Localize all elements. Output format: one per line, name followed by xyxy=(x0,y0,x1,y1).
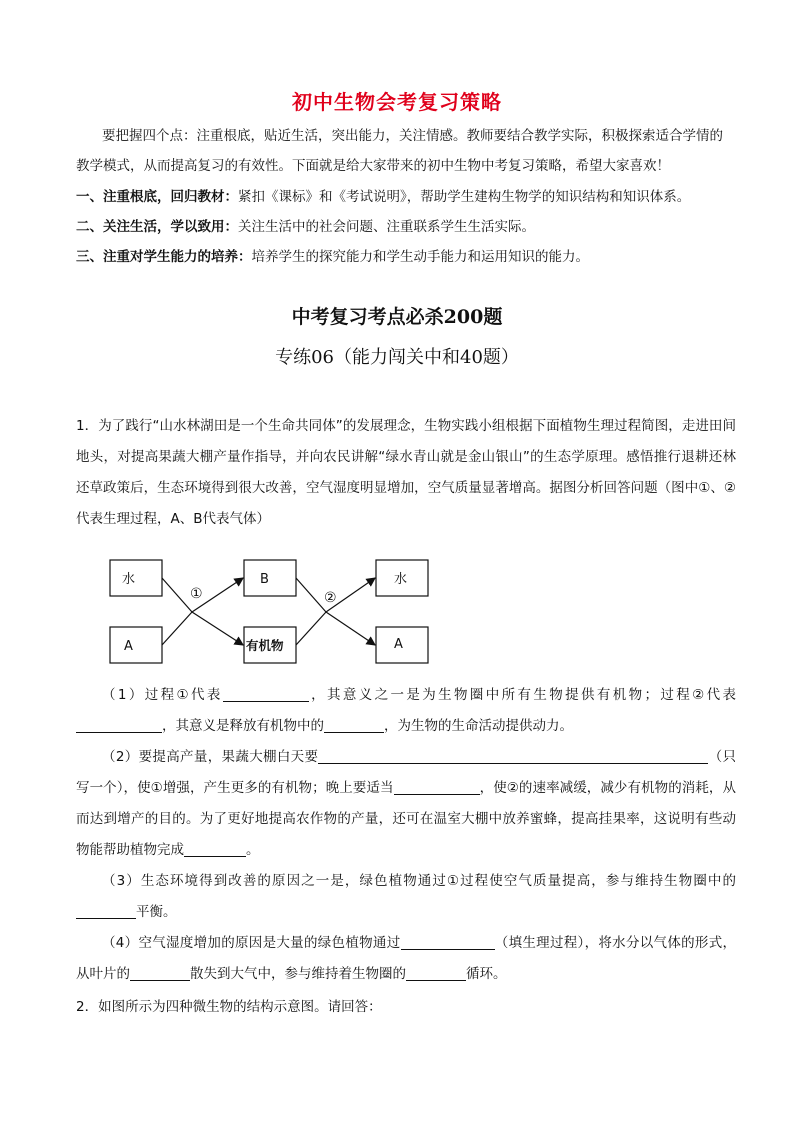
point-1-text: 紧扣《课标》和《考试说明》，帮助学生建构生物学的知识结构和知识体系。 xyxy=(238,189,691,205)
step-1-label: ① xyxy=(190,586,203,602)
box-gas-b xyxy=(244,560,296,596)
label-a-right: A xyxy=(394,637,403,652)
sub4-text-d: 循环。 xyxy=(466,966,507,982)
answer-blank[interactable] xyxy=(324,716,384,733)
answer-blank[interactable] xyxy=(76,716,162,733)
arrow-line xyxy=(162,612,192,645)
point-2 xyxy=(76,212,736,242)
sub1-text-b: ，其意义之一是为生物圈中所有生物提供有机物；过程②代表 xyxy=(308,687,736,703)
arrow-line xyxy=(296,612,326,645)
label-organic: 有机物 xyxy=(246,638,284,653)
section-subtitle: 专练06（能力闯关中和40题） xyxy=(275,347,519,368)
answer-blank[interactable] xyxy=(184,840,246,857)
question-1-sub-4 xyxy=(76,928,736,990)
sub2-text-c: ，使②的速率减缓，减少有机物的消耗，从而达到增产的目的。为了更好地提高农作物的产量，还可在温室大棚中放养蜜蜂，提高挂果率，这说明有些动物能帮助植物完成 xyxy=(76,780,736,858)
intro-paragraph: 要把握四个点：注重根底，贴近生活，突出能力，关注情感。教师要结合教学实际，积极探索适合学情的教学模式，从而提高复习的有效性。下面就是给大家带来的初中生物中考复习策略，希望大家喜欢！ xyxy=(76,128,723,174)
point-2-text: 关注生活中的社会问题、注重联系学生生活实际。 xyxy=(238,219,535,235)
point-1-label: 一、注重根底，回归教材： xyxy=(76,189,238,205)
point-3 xyxy=(76,242,736,272)
sub3-text-a: （3）生态环境得到改善的原因之一是，绿色植物通过①过程使空气质量提高，参与维持生物圈中的 xyxy=(102,873,736,889)
question-2-stem: 2．如图所示为四种微生物的结构示意图。请回答： xyxy=(76,999,382,1015)
question-1-sub-2 xyxy=(76,742,736,866)
arrow-line xyxy=(296,578,326,612)
label-a-left: A xyxy=(124,639,133,654)
sub1-text-c: ，其意义是释放有机物中的 xyxy=(162,718,324,734)
photosynthesis-respiration-diagram xyxy=(100,552,440,670)
answer-blank[interactable] xyxy=(130,964,190,981)
point-1 xyxy=(76,182,736,212)
sub1-text-a: （1）过程①代表 xyxy=(102,687,223,703)
sub4-text-c: 散失到大气中，参与维持着生物圈的 xyxy=(190,966,406,982)
answer-blank[interactable] xyxy=(318,747,708,764)
arrow-to-organic xyxy=(192,612,243,645)
answer-blank[interactable] xyxy=(401,933,495,950)
page-title: 初中生物会考复习策略 xyxy=(292,90,502,114)
step-2-label: ② xyxy=(324,590,337,606)
sub2-text-a: （2）要提高产量，果蔬大棚白天要 xyxy=(102,749,319,765)
question-1-stem: 1．为了践行“山水林湖田是一个生命共同体”的发展理念，生物实践小组根据下面植物生理过程简图，走进田间地头，对提高果蔬大棚产量作指导，并向农民讲解“绿水青山就是金山银山”的生态学原理。感悟推行退耕还林还草政策后，生态环境得到很大改善，空气湿度明显增加，空气质量显著增高。据图分析回答问题（图中①、②代表生理过程，A、B代表气体） xyxy=(76,418,736,527)
question-1-sub-1 xyxy=(76,680,736,742)
label-water-right: 水 xyxy=(394,572,408,587)
sub2-text-d: 。 xyxy=(246,842,260,858)
box-water-left xyxy=(110,560,162,596)
sub3-text-b: 平衡。 xyxy=(136,904,177,920)
point-3-text: 培养学生的探究能力和学生动手能力和运用知识的能力。 xyxy=(251,249,589,265)
answer-blank[interactable] xyxy=(76,902,136,919)
arrow-to-a xyxy=(326,612,375,645)
sub2-text-b: （只写一个），使①增强，产生更多的有机物；晚上要适当 xyxy=(76,749,736,796)
sub4-text-b: （填生理过程），将水分以气体的形式，从叶片的 xyxy=(76,935,736,982)
arrow-line xyxy=(162,578,192,612)
point-2-label: 二、关注生活，学以致用： xyxy=(76,219,238,235)
section-title: 中考复习考点必杀200题 xyxy=(291,306,503,328)
box-gas-a-left xyxy=(110,627,162,663)
answer-blank[interactable] xyxy=(406,964,466,981)
label-b: B xyxy=(260,572,269,587)
sub1-text-d: ，为生物的生命活动提供动力。 xyxy=(384,718,573,734)
label-water-left: 水 xyxy=(122,572,136,587)
point-3-label: 三、注重对学生能力的培养： xyxy=(76,249,252,265)
answer-blank[interactable] xyxy=(223,685,309,702)
sub4-text-a: （4）空气湿度增加的原因是大量的绿色植物通过 xyxy=(102,935,401,951)
answer-blank[interactable] xyxy=(394,778,480,795)
question-1-sub-3 xyxy=(76,866,736,928)
